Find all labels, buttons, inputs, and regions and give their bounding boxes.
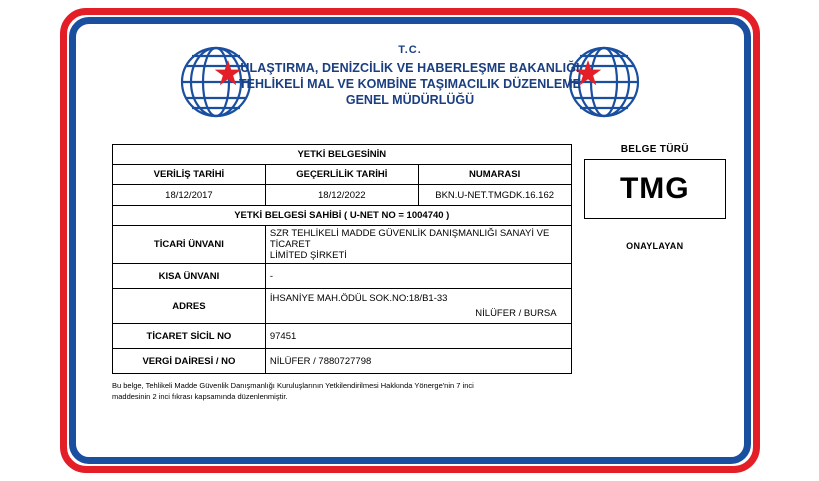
- footnote: [112, 380, 602, 402]
- address-district-city: NİLÜFER / BURSA: [475, 308, 557, 319]
- row-label-short-title: KISA ÜNVANI: [113, 264, 266, 289]
- commercial-title-line1: SZR TEHLİKELİ MADDE GÜVENLİK DANIŞMANLIĞI SANAYİ VE TİCARET: [269, 228, 550, 250]
- value-number: BKN.U-NET.TMGDK.16.162: [418, 185, 571, 206]
- document-type-panel: [584, 144, 726, 251]
- document-type-title: BELGE TÜRÜ: [620, 144, 689, 155]
- row-value-trade-registry-no: 97451: [265, 324, 571, 349]
- value-valid-date: 18/12/2022: [265, 185, 418, 206]
- row-label-commercial-title: TİCARİ ÜNVANI: [113, 226, 266, 264]
- row-value-tax-office-no: NİLÜFER / 7880727798: [265, 349, 571, 374]
- row-label-trade-registry-no: TİCARET SİCİL NO: [113, 324, 266, 349]
- owner-section-title: YETKİ BELGESİ SAHİBİ ( U-NET NO = 1004740 ): [113, 206, 572, 226]
- table-title: YETKİ BELGESİNİN: [113, 145, 572, 165]
- table-row: [113, 324, 572, 349]
- header-department-line2: GENEL MÜDÜRLÜĞÜ: [345, 93, 475, 107]
- table-row: [113, 264, 572, 289]
- document-type-code: TMG: [619, 172, 690, 205]
- footnote-line1: Bu belge, Tehlikeli Madde Güvenlik Danışmanlığı Kuruluşlarının Yetkilendirilmesi Hakkında Yönerge'nin 7 inci: [112, 381, 474, 390]
- address-line1: İHSANİYE MAH.ÖDÜL SOK.NO:18/B1-33: [269, 293, 448, 304]
- row-value-address: [265, 289, 571, 324]
- footnote-line2: maddesinin 2 inci fıkrası kapsamında düzenlenmiştir.: [112, 392, 288, 401]
- header-tc: T.C.: [398, 44, 422, 56]
- certificate-content: [112, 144, 726, 374]
- header-department-line1: TEHLİKELİ MAL VE KOMBİNE TAŞIMACILIK DÜZENLEME: [239, 77, 581, 91]
- row-value-short-title: -: [265, 264, 571, 289]
- certificate-header: [84, 30, 736, 140]
- document-type-box: [584, 159, 726, 219]
- table-row: [113, 226, 572, 264]
- authorization-table: [112, 144, 572, 374]
- column-header-issue-date: VERİLİŞ TARİHİ: [113, 165, 266, 185]
- row-value-commercial-title: [265, 226, 571, 264]
- table-row: [113, 206, 572, 226]
- row-label-address: ADRES: [113, 289, 266, 324]
- table-row: [113, 165, 572, 185]
- column-header-valid-date: GEÇERLİLİK TARİHİ: [265, 165, 418, 185]
- commercial-title-line2: LİMİTED ŞİRKETİ: [269, 250, 347, 261]
- certificate-document: [60, 8, 760, 473]
- column-header-number: NUMARASI: [418, 165, 571, 185]
- table-row: [113, 289, 572, 324]
- header-ministry: ULAŞTIRMA, DENİZCİLİK VE HABERLEŞME BAKANLIĞI: [240, 61, 580, 75]
- table-row: [113, 349, 572, 374]
- table-row: [113, 145, 572, 165]
- approver-label: ONAYLAYAN: [626, 241, 684, 251]
- header-text-block: [234, 44, 586, 108]
- value-issue-date: 18/12/2017: [113, 185, 266, 206]
- table-row: [113, 185, 572, 206]
- row-label-tax-office-no: VERGİ DAİRESİ / NO: [113, 349, 266, 374]
